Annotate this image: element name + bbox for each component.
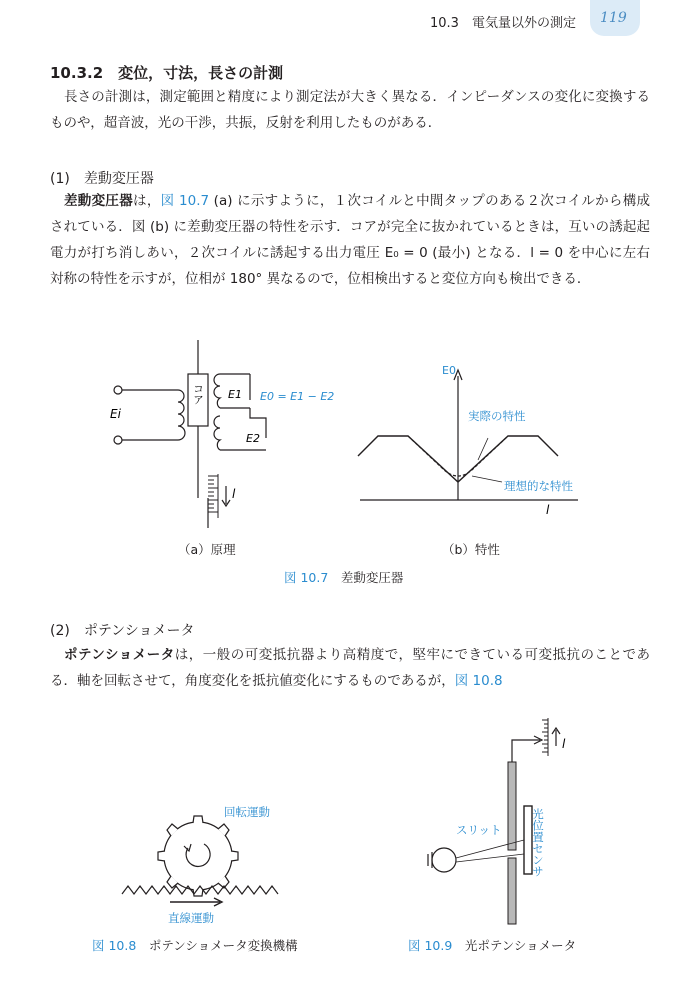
intro-paragraph	[50, 84, 650, 136]
fig-10-7a-caption: （a）原理	[178, 542, 236, 557]
intro-text: 長さの計測は，測定範囲と精度により測定法が大きく異なる．インピーダンスの変化に変換するものや，超音波，光の干渉，共振，反射を利用したものがある．	[50, 89, 650, 131]
term-potentiometer: ポテンショメータ	[64, 647, 175, 663]
equation-e0: E0 = E1 − E2	[260, 390, 335, 403]
fig-10-7b-characteristic-chart	[350, 360, 590, 520]
linear-motion-label: 直線運動	[168, 911, 214, 925]
y-axis-label: E0	[442, 364, 456, 377]
subsection-title-1: (1) 差動変圧器	[50, 171, 154, 187]
l-label-b: l	[562, 737, 566, 751]
fig-10-8-gear-rack-diagram	[120, 798, 300, 928]
paragraph-text-c: は，一般の可変抵抗器より高精度で，堅牢にできている可変抵抗のことである．軸を回転させて，角度変化を抵抗値変化にするものであるが，	[50, 647, 651, 689]
ref-fig-10-8[interactable]: 図 10.8	[454, 673, 503, 689]
fig-10-9-optical-potentiometer-diagram	[420, 712, 600, 932]
fig-10-8-title: ポテンショメータ変換機構	[148, 938, 298, 953]
rotation-label: 回転運動	[224, 805, 270, 819]
fig-10-9-caption	[408, 936, 576, 954]
fig-10-7-label: 図 10.7	[284, 570, 329, 585]
fig-10-8-caption	[92, 936, 298, 954]
fig-10-9-title: 光ポテンショメータ	[464, 938, 577, 953]
fig-10-7b-caption: （b）特性	[442, 542, 500, 557]
paragraph-potentiometer	[50, 642, 650, 694]
sensor-label: 光位置センサ	[531, 808, 545, 877]
section-title: 10.3.2 変位，寸法，長さの計測	[50, 64, 284, 82]
ideal-characteristic-label: 理想的な特性	[504, 479, 573, 493]
page-number: 119	[600, 10, 627, 26]
paragraph-text-a: は，	[133, 193, 161, 209]
slit-label: スリット	[456, 823, 502, 837]
fig-10-7-caption	[284, 568, 403, 586]
paragraph-diff-transformer	[50, 188, 650, 292]
core-label: コア	[191, 383, 205, 405]
running-header: 10.3 電気量以外の測定	[430, 16, 576, 31]
fig-10-8-label: 図 10.8	[92, 938, 137, 953]
actual-characteristic-label: 実際の特性	[468, 409, 526, 423]
l-label-a: l	[232, 487, 236, 501]
fig-10-7-title: 差動変圧器	[340, 570, 404, 585]
ref-fig-10-7[interactable]: 図 10.7	[160, 193, 210, 209]
x-axis-label: l	[546, 503, 550, 517]
fig-10-9-label: 図 10.9	[408, 938, 453, 953]
ei-label: Ei	[110, 407, 121, 421]
fig-10-7a-principle-diagram	[100, 338, 360, 528]
term-diff-transformer: 差動変圧器	[64, 193, 134, 209]
subsection-title-2: (2) ポテンショメータ	[50, 623, 195, 639]
e2-label: E2	[246, 432, 260, 445]
paragraph-text-b: (a) に示すように，１次コイルと中間タップのある２次コイルから構成されている．図 (b) に差動変圧器の特性を示す．コアが完全に抜かれているときは，互いの誘起起電力が打ち消しあい，２次コイルに誘起する出力電圧 E₀ = 0 (最小) となる．l = 0 を中心に左右対称の特性を示すが，位相が 180° 異なるので，位相検出すると変位方向も検出できる．	[50, 193, 651, 287]
e1-label: E1	[228, 388, 242, 401]
